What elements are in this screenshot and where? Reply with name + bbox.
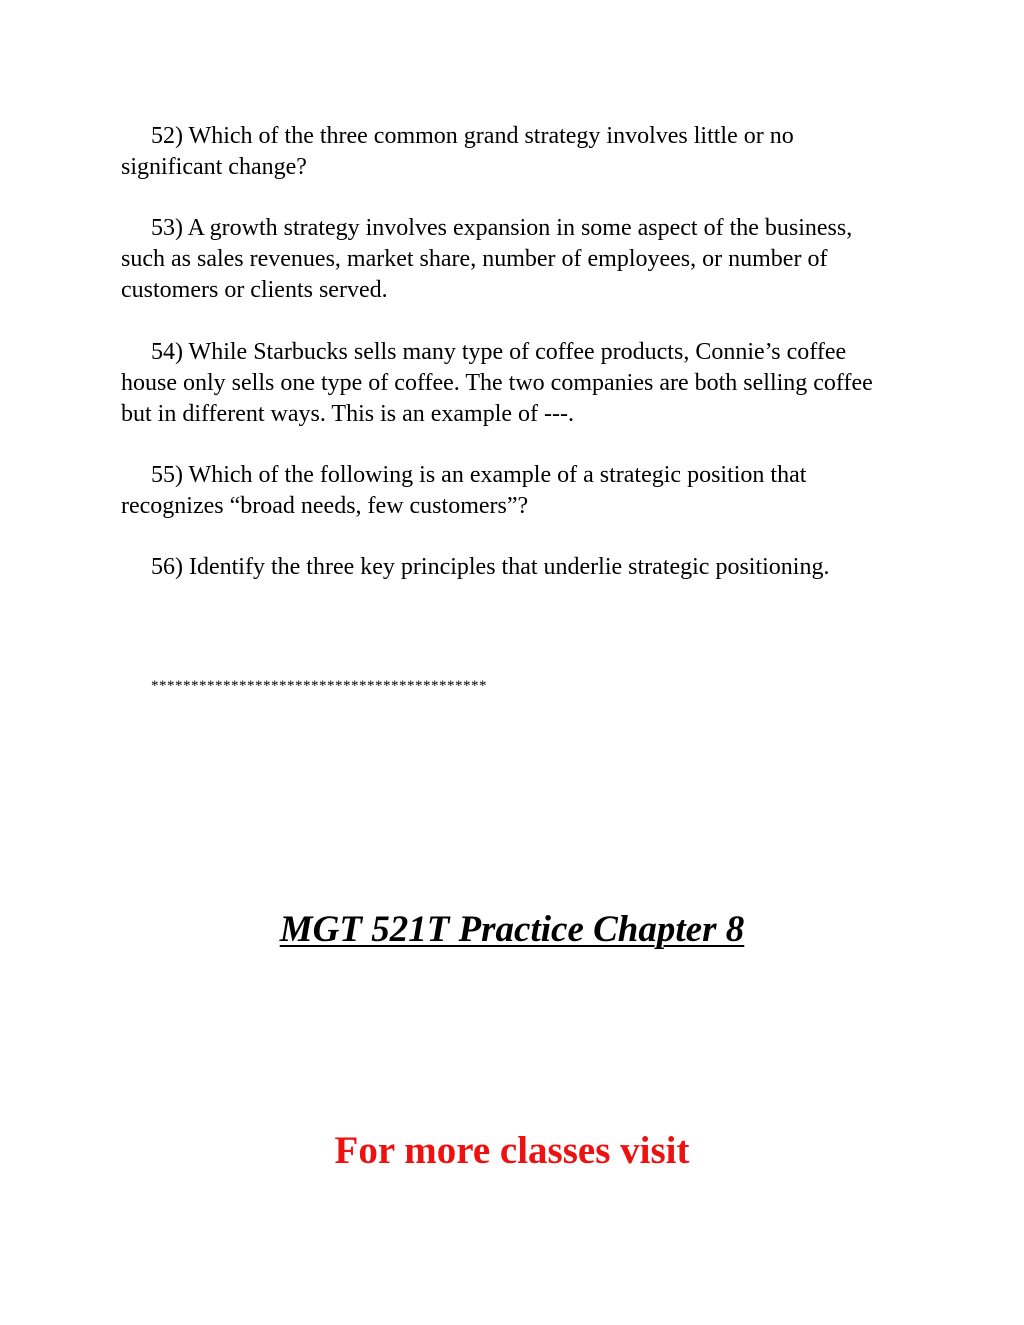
question-56: 56) Identify the three key principles that underlie strategic positioning. [151, 554, 830, 580]
visit-text: For more classes visit [334, 1129, 690, 1172]
question-52: 52) Which of the three common grand strategy involves little or no significant change? [121, 123, 794, 180]
question-54: 54) While Starbucks sells many type of coffee products, Connie’s coffee house only sells one type of coffee. The two companies are both selling coffee but in different ways. This is an example of ---. [121, 339, 873, 427]
chapter-title: MGT 521T Practice Chapter 8 [279, 909, 745, 950]
question-53: 53) A growth strategy involves expansion in some aspect of the business, such as sales revenues, market share, number of employees, or number of customers or clients served. [121, 215, 853, 303]
asterisk-separator: ****************************************** [151, 678, 487, 694]
question-55: 55) Which of the following is an example of a strategic position that recognizes “broad needs, few customers”? [121, 462, 807, 519]
